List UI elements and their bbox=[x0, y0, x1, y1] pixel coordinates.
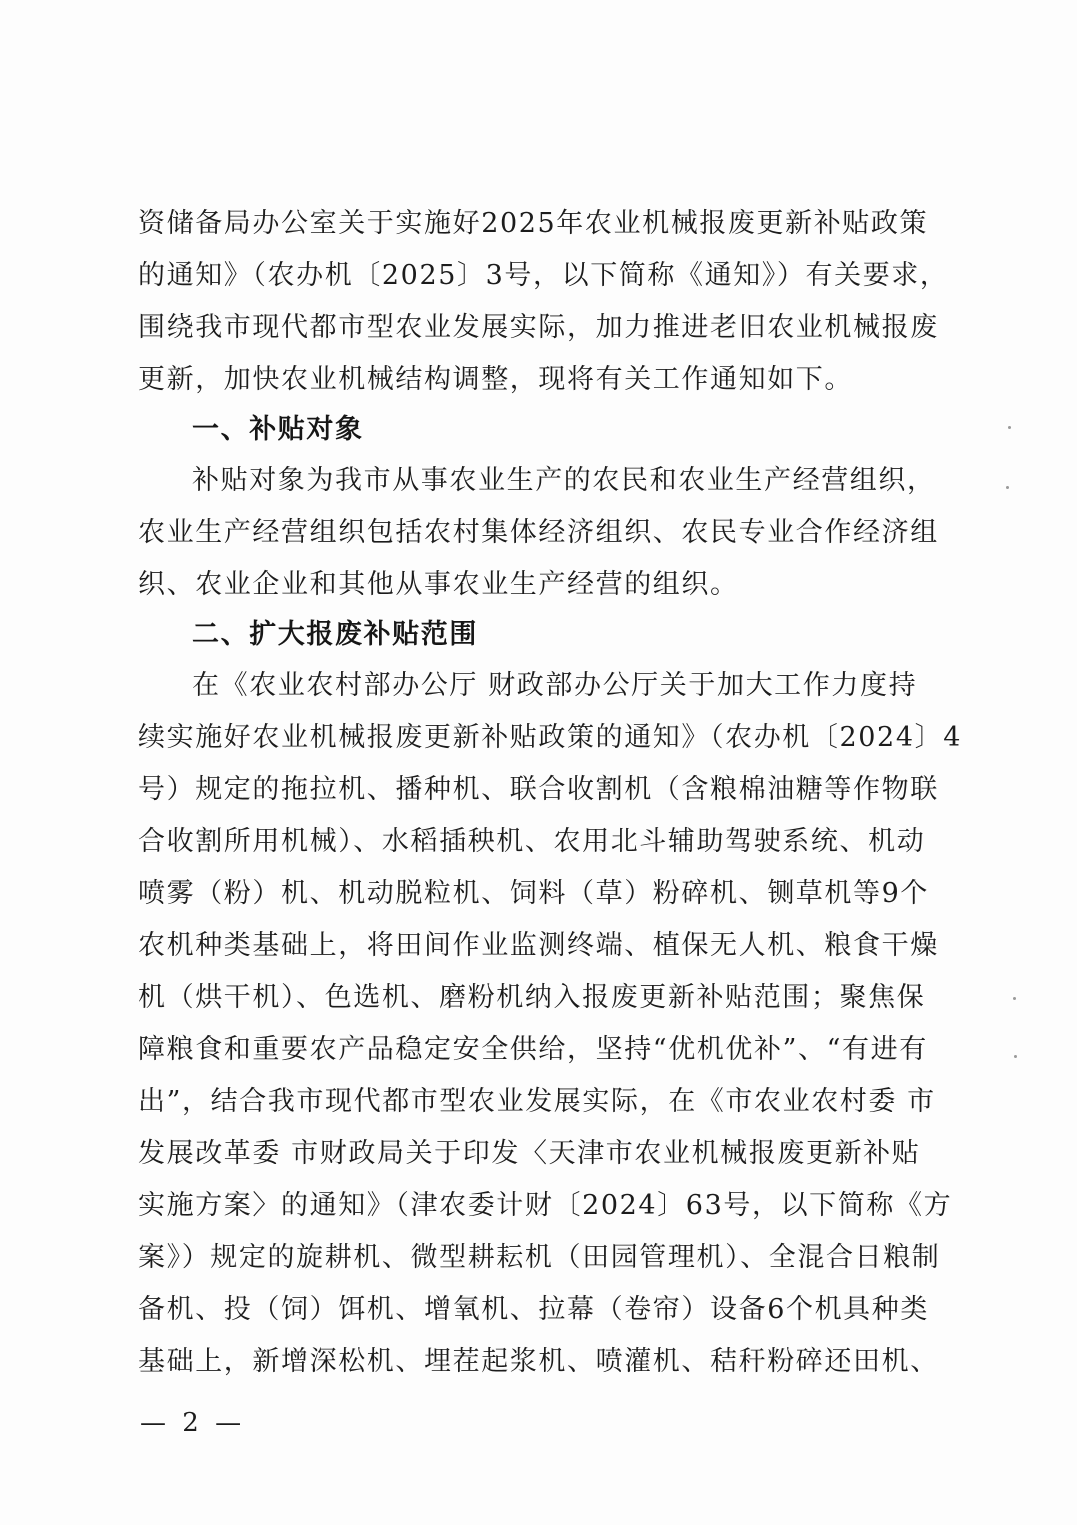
body-line: 农机种类基础上，将田间作业监测终端、植保无人机、粮食干燥 bbox=[138, 930, 939, 961]
scan-speck bbox=[1014, 1055, 1017, 1058]
body-line: 续实施好农业机械报废更新补贴政策的通知》（农办机〔2024〕4 bbox=[138, 722, 962, 753]
body-line: 合收割所用机械）、水稻插秧机、农用北斗辅助驾驶系统、机动 bbox=[138, 826, 926, 857]
body-line: 障粮食和重要农产品稳定安全供给，坚持“优机优补”、“有进有 bbox=[138, 1034, 928, 1065]
body-line: 在《农业农村部办公厅 财政部办公厅关于加大工作力度持 bbox=[192, 670, 918, 701]
section-heading: 二、扩大报废补贴范围 bbox=[192, 619, 478, 650]
scan-speck bbox=[1013, 997, 1016, 1000]
body-line: 出”，结合我市现代都市型农业发展实际，在《市农业农村委 市 bbox=[138, 1086, 936, 1117]
scan-speck bbox=[1008, 426, 1011, 429]
body-line: 备机、投（饲）饵机、增氧机、拉幕（卷帘）设备6个机具种类 bbox=[138, 1294, 929, 1325]
body-line: 织、农业企业和其他从事农业生产经营的组织。 bbox=[138, 569, 739, 600]
body-line: 发展改革委 市财政局关于印发〈天津市农业机械报废更新补贴 bbox=[138, 1138, 921, 1169]
body-line: 补贴对象为我市从事农业生产的农民和农业生产经营组织， bbox=[192, 465, 936, 496]
body-line: 更新，加快农业机械结构调整，现将有关工作通知如下。 bbox=[138, 364, 853, 395]
body-line: 号）规定的拖拉机、播种机、联合收割机（含粮棉油糖等作物联 bbox=[138, 774, 939, 805]
body-line: 农业生产经营组织包括农村集体经济组织、农民专业合作经济组 bbox=[138, 517, 939, 548]
body-line: 围绕我市现代都市型农业发展实际，加力推进老旧农业机械报废 bbox=[138, 312, 939, 343]
body-line: 资储备局办公室关于实施好2025年农业机械报废更新补贴政策 bbox=[138, 208, 929, 239]
body-line: 的通知》（农办机〔2025〕3号，以下简称《通知》）有关要求， bbox=[138, 260, 949, 291]
body-line: 实施方案〉的通知》（津农委计财〔2024〕63号，以下简称《方 bbox=[138, 1190, 953, 1221]
body-line: 机（烘干机）、色选机、磨粉机纳入报废更新补贴范围；聚焦保 bbox=[138, 982, 926, 1013]
body-line: 喷雾（粉）机、机动脱粒机、饲料（草）粉碎机、铡草机等9个 bbox=[138, 878, 929, 909]
scan-speck bbox=[1006, 486, 1009, 489]
section-heading: 一、补贴对象 bbox=[192, 414, 364, 445]
body-line: 案》）规定的旋耕机、微型耕耘机（田园管理机）、全混合日粮制 bbox=[138, 1242, 941, 1273]
body-line: 基础上，新增深松机、埋茬起浆机、喷灌机、秸秆粉碎还田机、 bbox=[138, 1346, 939, 1377]
page-number: — 2 — bbox=[140, 1408, 246, 1438]
